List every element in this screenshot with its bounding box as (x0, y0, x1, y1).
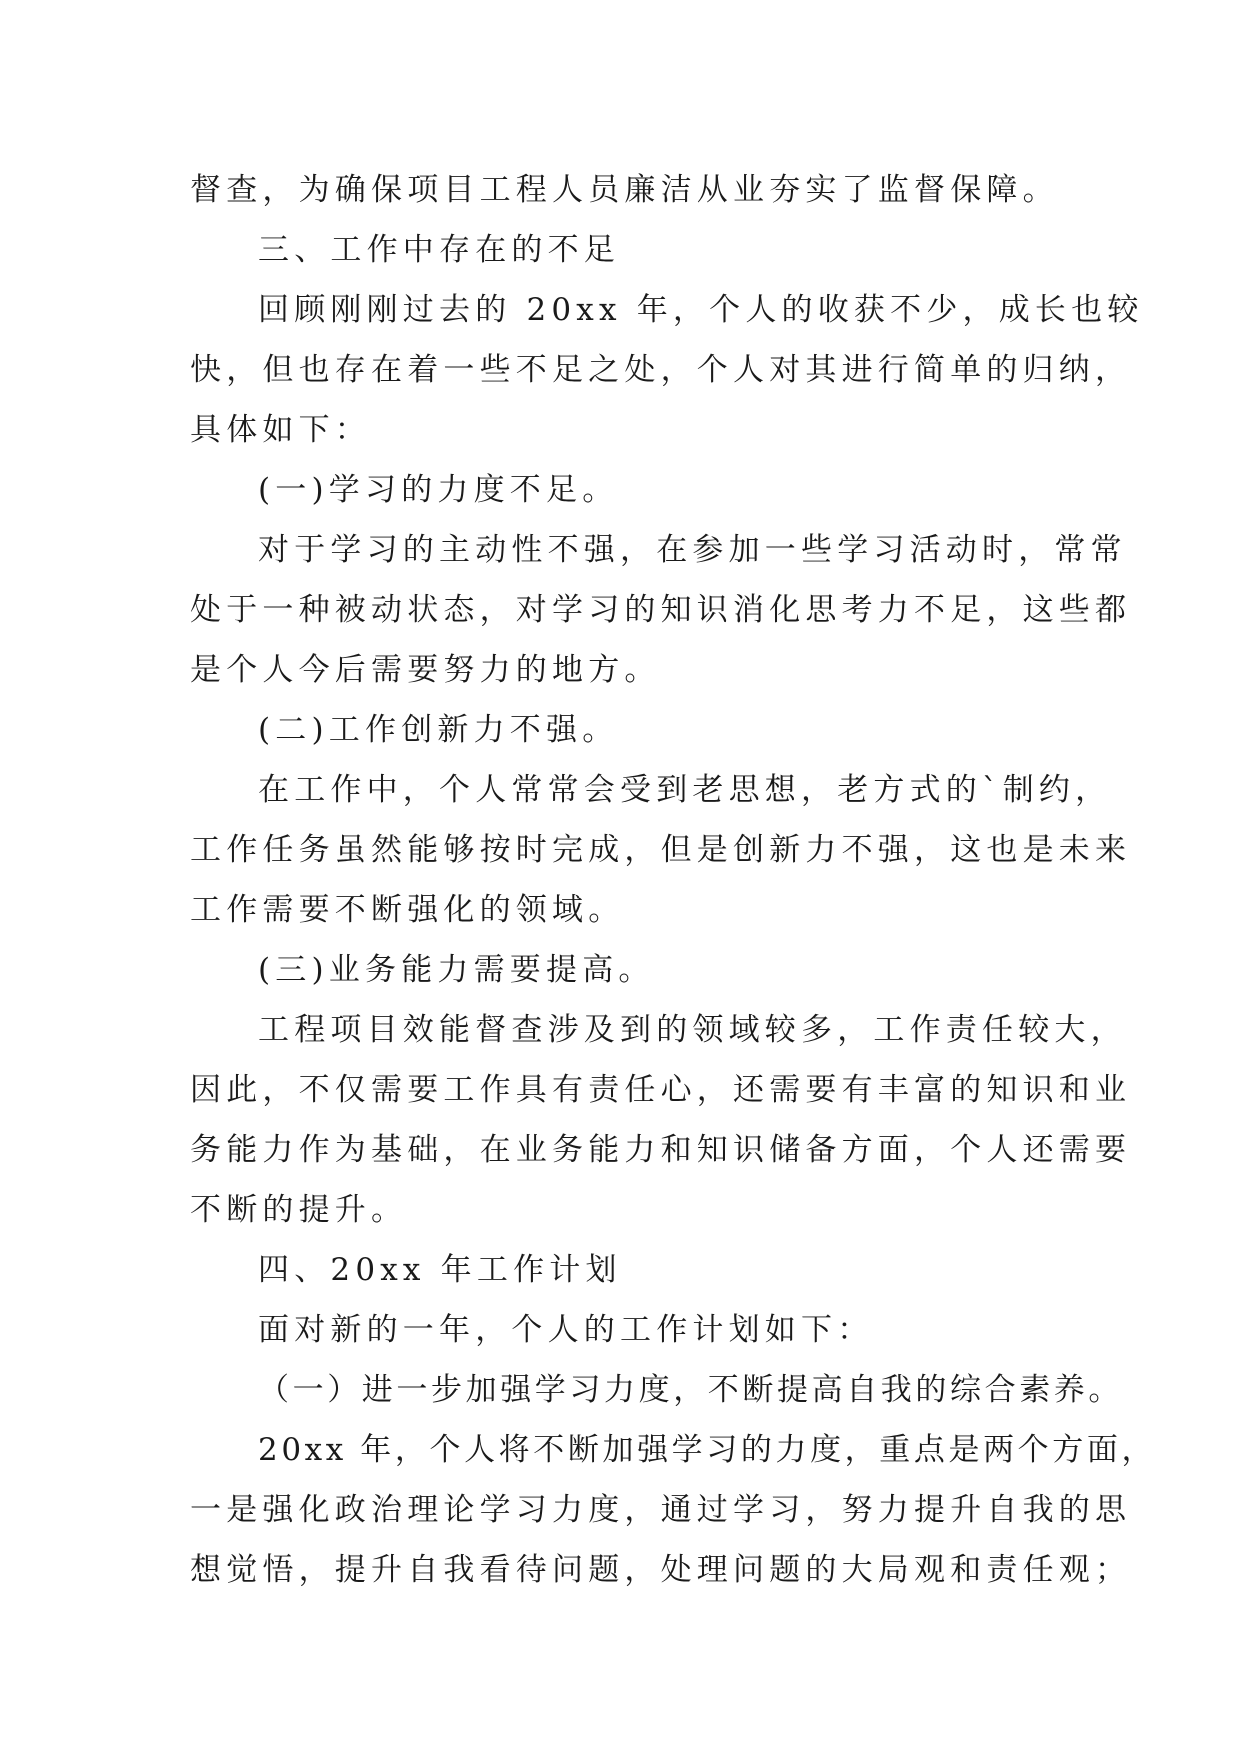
text-line: 回顾刚刚过去的 20xx 年，个人的收获不少，成长也较 (258, 292, 1144, 328)
subheading: (一)学习的力度不足。 (258, 472, 619, 508)
text-line: 是个人今后需要努力的地方。 (190, 652, 661, 688)
text-line: 面对新的一年，个人的工作计划如下： (258, 1312, 874, 1348)
text-line: 一是强化政治理论学习力度，通过学习，努力提升自我的思 (190, 1492, 1132, 1528)
text-line: 快，但也存在着一些不足之处，个人对其进行简单的归纳， (190, 352, 1132, 388)
subheading: (二)工作创新力不强。 (258, 712, 619, 748)
text-line: 在工作中，个人常常会受到老思想，老方式的`制约， (258, 772, 1112, 808)
text-line: 督查，为确保项目工程人员廉洁从业夯实了监督保障。 (190, 172, 1059, 208)
text-line: 务能力作为基础，在业务能力和知识储备方面，个人还需要 (190, 1132, 1132, 1168)
text-line: 工程项目效能督查涉及到的领域较多，工作责任较大， (258, 1012, 1127, 1048)
subheading: (三)业务能力需要提高。 (258, 952, 655, 988)
text-line: 对于学习的主动性不强，在参加一些学习活动时，常常 (258, 532, 1127, 568)
text-line: 想觉悟，提升自我看待问题，处理问题的大局观和责任观； (190, 1552, 1132, 1588)
text-line: 具体如下： (190, 412, 371, 448)
text-line: 因此，不仅需要工作具有责任心，还需要有丰富的知识和业 (190, 1072, 1132, 1108)
text-line: 工作任务虽然能够按时完成，但是创新力不强，这也是未来 (190, 832, 1132, 868)
text-line: 不断的提升。 (190, 1192, 408, 1228)
text-line: 工作需要不断强化的领域。 (190, 892, 625, 928)
text-line: 处于一种被动状态，对学习的知识消化思考力不足，这些都 (190, 592, 1132, 628)
section-heading: 三、工作中存在的不足 (258, 232, 620, 268)
section-heading: 四、20xx 年工作计划 (258, 1252, 622, 1288)
subheading: （一）进一步加强学习力度，不断提高自我的综合素养。 (258, 1372, 1123, 1408)
text-line: 20xx 年，个人将不断加强学习的力度，重点是两个方面， (258, 1432, 1157, 1468)
